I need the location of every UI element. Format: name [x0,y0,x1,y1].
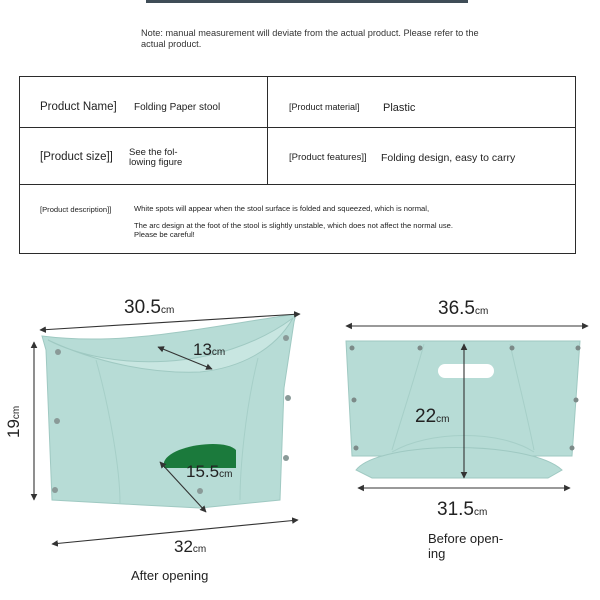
opened-stool [42,314,296,508]
before-top-width-label: 36.5cm [438,298,489,319]
before-bottom-width-label: 31.5cm [437,499,488,520]
before-opening-caption: Before open- ing [428,531,504,561]
board-handle-hole [438,364,494,378]
product-features-label: [Product features]] [289,152,367,163]
product-name-value: Folding Paper stool [134,102,221,113]
product-description-line-1: White spots will appear when the stool surface is folded and squeezed, which is normal, [134,204,430,213]
product-description-label: [Product description]] [40,205,112,214]
after-seat-depth-label: 13cm [193,340,226,359]
after-bottom-width-label: 32cm [174,537,207,556]
product-material-label: [Product material] [289,102,360,112]
unopened-board [346,341,581,478]
product-size-label: [Product size]] [40,151,113,163]
product-size-value: See the fol- lowing figure [129,147,183,168]
product-material-value: Plastic [383,102,416,114]
after-height-label: 19cm [4,405,23,438]
product-description-line-3: Please be careful! [134,230,195,239]
after-opening-caption: After opening [131,568,209,583]
product-name-label: Product Name] [40,101,117,113]
product-description-line-2: The arc design at the foot of the stool is slightly unstable, which does not affect the normal use. [134,221,453,230]
after-handle-label: 15.5cm [186,462,233,481]
product-features-value: Folding design, easy to carry [381,152,516,164]
measurement-note: Note: manual measurement will deviate from the actual product. Please refer to the actual product. [141,28,479,49]
before-height-label: 22cm [415,406,450,427]
after-top-width-label: 30.5cm [124,297,175,318]
